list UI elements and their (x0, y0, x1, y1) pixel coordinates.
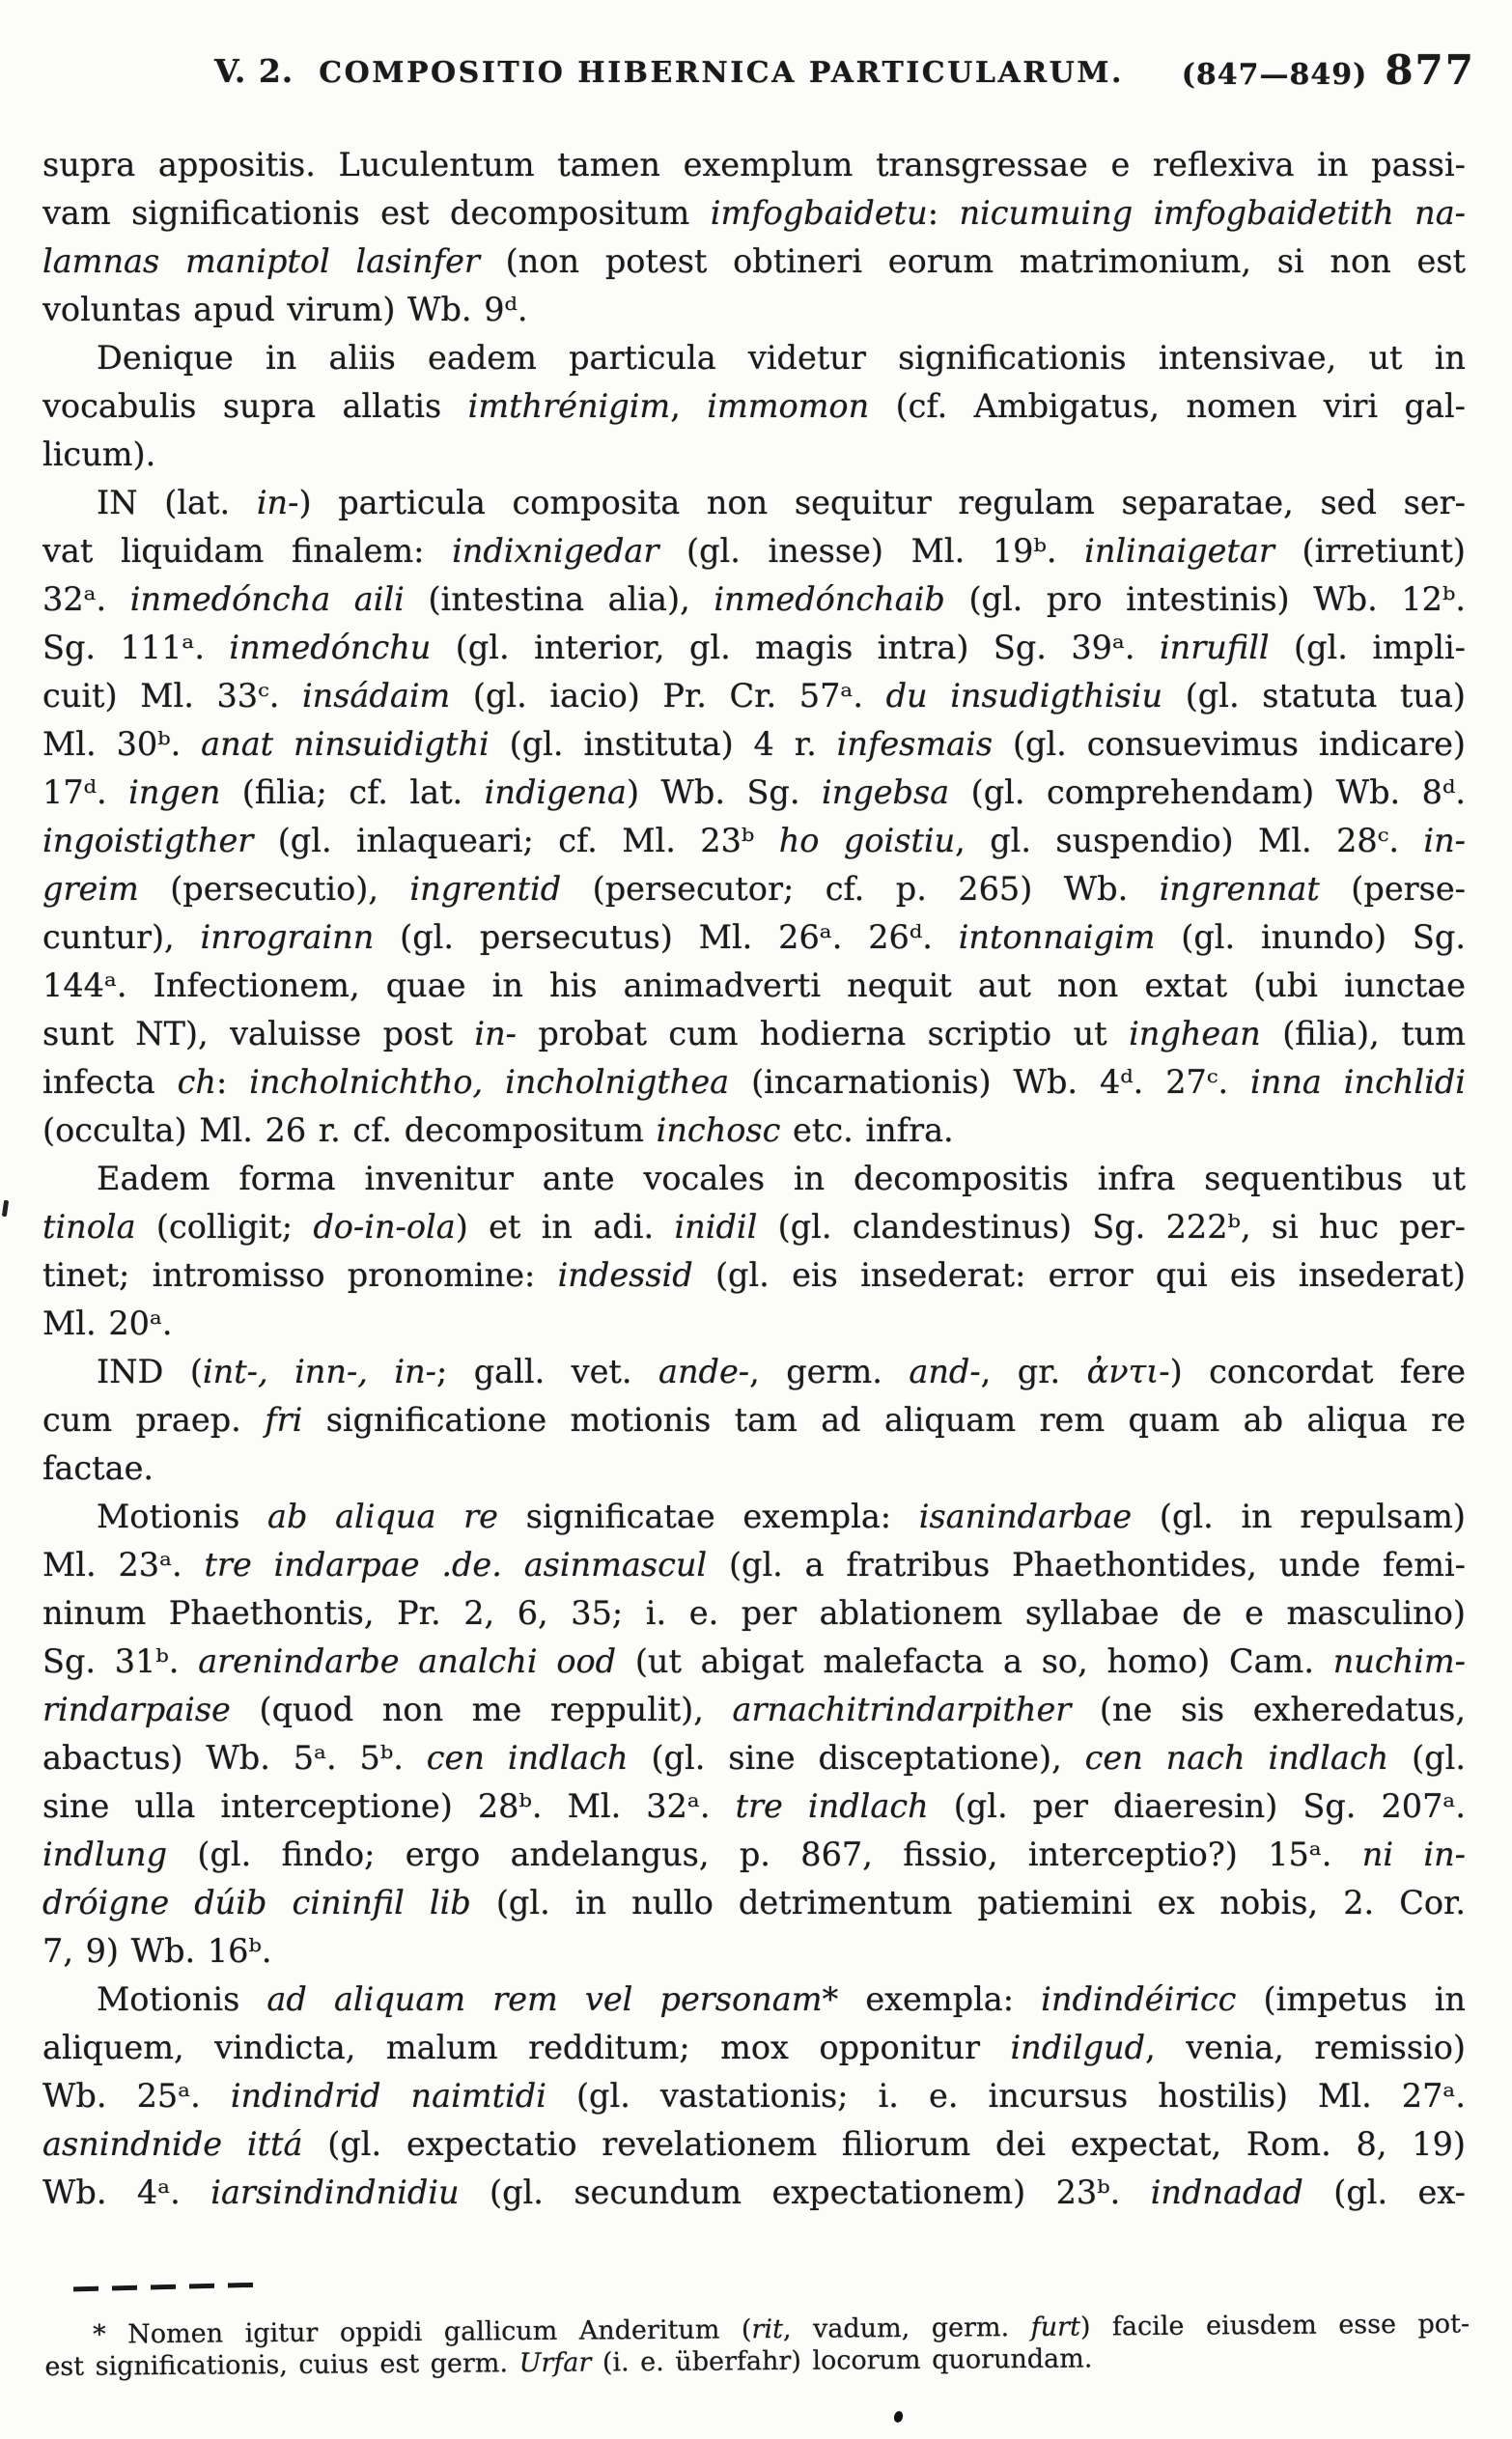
text-line: cuntur), inrograinn (gl. persecutus) Ml. 26ᵃ. 26ᵈ. intonnaigim (gl. inundo) Sg. (42, 918, 1466, 956)
margin-mark-artifact (2, 1200, 9, 1218)
text-line: rindarpaise (quod non me reppulit), arnachitrindarpither (ne sis exheredatus, (42, 1691, 1466, 1728)
paragraph (42, 141, 1466, 334)
text-line: sunt NT), valuisse post in- probat cum hodierna scriptio ut inghean (filia), tum (42, 1015, 1466, 1052)
paragraph (42, 334, 1466, 479)
text-line: 32ᵃ. inmedóncha aili (intestina alia), inmedónchaib (gl. pro intestinis) Wb. 12ᵇ. (42, 580, 1466, 618)
main-text (42, 141, 1466, 2217)
header-pagination (1182, 46, 1475, 94)
text-line: Motionis ad aliquam rem vel personam* exempla: indindéiricc (impetus in (97, 1980, 1466, 2018)
text-line: Motionis ab aliqua re significatae exempla: isanindarbae (gl. in repulsam) (97, 1498, 1466, 1535)
text-line: dróigne dúib cininfil lib (gl. in nullo detrimentum patiemini ex nobis, 2. Cor. (42, 1884, 1466, 1921)
paragraph (42, 1155, 1466, 1348)
page-number: 877 (1385, 46, 1475, 94)
text-line: factae. (42, 1449, 154, 1487)
text-line: tinet; intromisso pronomine: indessid (gl. eis insederat: error qui eis insederat) (42, 1256, 1466, 1294)
text-line: infecta ch: incholnichtho, incholnigthea (incarnationis) Wb. 4ᵈ. 27ᶜ. inna inchlidi (42, 1063, 1466, 1101)
paragraph (42, 1976, 1466, 2217)
text-line: IN (lat. in-) particula composita non sequitur regulam separatae, sed ser- (97, 484, 1466, 521)
columns-range: (847—849) (1181, 58, 1368, 92)
chapter-title: COMPOSITIO HIBERNICA PARTICULARUM. (319, 56, 1124, 90)
text-line: Wb. 4ᵃ. iarsindindnidiu (gl. secundum expectationem) 23ᵇ. indnadad (gl. ex- (42, 2173, 1466, 2211)
text-line: cum praep. fri significatione motionis tam ad aliquam rem quam ab aliqua re (42, 1401, 1466, 1439)
text-line: IND (int-, inn-, in-; gall. vet. ande-, germ. and-, gr. ἀντι-) concordat fere (97, 1353, 1466, 1390)
text-line: 17ᵈ. ingen (filia; cf. lat. indigena) Wb. Sg. ingebsa (gl. comprehendam) Wb. 8ᵈ. (42, 773, 1466, 811)
text-line: * Nomen igitur oppidi gallicum Anderitum (rit, vadum, germ. furt) facile eiusdem esse pot- (93, 2309, 1470, 2350)
text-line: supra appositis. Luculentum tamen exemplum transgressae e reflexiva in passi- (42, 146, 1466, 183)
paragraph (42, 1348, 1466, 1493)
paragraph (44, 2308, 1470, 2383)
text-line: Ml. 30ᵇ. anat ninsuidigthi (gl. instituta) 4 r. infesmais (gl. consuevimus indicare) (42, 725, 1466, 763)
paragraph (42, 479, 1466, 1155)
text-line: Ml. 20ᵃ. (42, 1304, 173, 1342)
text-line: 144ᵃ. Infectionem, quae in his animadverti nequit aut non extat (ubi iunctae (42, 967, 1466, 1004)
text-line: ninum Phaethontis, Pr. 2, 6, 35; i. e. per ablationem syllabae de e masculino) (42, 1594, 1466, 1632)
text-line: greim (persecutio), ingrentid (persecutor; cf. p. 265) Wb. ingrennat (perse- (42, 870, 1466, 908)
text-line: sine ulla interceptione) 28ᵇ. Ml. 32ᵃ. tre indlach (gl. per diaeresin) Sg. 207ᵃ. (42, 1787, 1466, 1825)
text-line: abactus) Wb. 5ᵃ. 5ᵇ. cen indlach (gl. sine disceptatione), cen nach indlach (gl. (42, 1739, 1466, 1777)
section-number: V. 2. (214, 52, 294, 90)
text-line: cuit) Ml. 33ᶜ. insádaim (gl. iacio) Pr. Cr. 57ᵃ. du insudigthisiu (gl. statuta tua) (42, 677, 1466, 715)
page-header (0, 46, 1475, 108)
footnote (44, 2308, 1470, 2383)
text-line: indlung (gl. findo; ergo andelangus, p. 867, fissio, interceptio?) 15ᵃ. ni in- (42, 1836, 1466, 1873)
running-title (214, 52, 1124, 90)
text-line: Sg. 111ᵃ. inmedónchu (gl. interior, gl. magis intra) Sg. 39ᵃ. inrufill (gl. impli- (42, 629, 1466, 666)
ink-dot-artifact (893, 2410, 905, 2424)
text-line: aliquem, vindicta, malum redditum; mox opponitur indilgud, venia, remissio) (42, 2029, 1466, 2066)
text-line: Wb. 25ᵃ. indindrid naimtidi (gl. vastationis; i. e. incursus hostilis) Ml. 27ᵃ. (42, 2077, 1466, 2115)
footnote-separator (73, 2283, 265, 2292)
text-line: Ml. 23ᵃ. tre indarpae .de. asinmascul (gl. a fratribus Phaethontides, unde femi- (42, 1546, 1466, 1584)
text-line: lamnas maniptol lasinfer (non potest obtineri eorum matrimonium, si non est (42, 242, 1466, 280)
text-line: licum). (42, 435, 156, 473)
text-line: est significationis, cuius est germ. Urfar (i. e. überfahr) locorum quorundam. (44, 2343, 1093, 2382)
text-line: asnindnide ittá (gl. expectatio revelationem filiorum dei expectat, Rom. 8, 19) (42, 2125, 1466, 2163)
text-line: Sg. 31ᵇ. arenindarbe analchi ood (ut abigat malefacta a so, homo) Cam. nuchim- (42, 1642, 1466, 1680)
text-line: ingoistigther (gl. inlaqueari; cf. Ml. 23ᵇ ho goistiu, gl. suspendio) Ml. 28ᶜ. in- (42, 822, 1466, 859)
text-line: Denique in aliis eadem particula videtur significationis intensivae, ut in (97, 339, 1466, 377)
text-line: vam significationis est decompositum imfogbaidetu: nicumuing imfogbaidetith na- (42, 194, 1466, 232)
text-line: vat liquidam finalem: indixnigedar (gl. inesse) Ml. 19ᵇ. inlinaigetar (irretiunt) (42, 532, 1466, 570)
text-line: (occulta) Ml. 26 r. cf. decompositum inchosc etc. infra. (42, 1111, 954, 1149)
text-line: tinola (colligit; do-in-ola) et in adi. inidil (gl. clandestinus) Sg. 222ᵇ, si huc per- (42, 1208, 1466, 1246)
text-line: vocabulis supra allatis imthrénigim, immomon (cf. Ambigatus, nomen viri gal- (42, 387, 1466, 425)
text-line: 7, 9) Wb. 16ᵇ. (42, 1932, 272, 1970)
text-line: voluntas apud virum) Wb. 9ᵈ. (42, 291, 528, 328)
text-line: Eadem forma invenitur ante vocales in decompositis infra sequentibus ut (97, 1160, 1466, 1197)
paragraph (42, 1493, 1466, 1976)
